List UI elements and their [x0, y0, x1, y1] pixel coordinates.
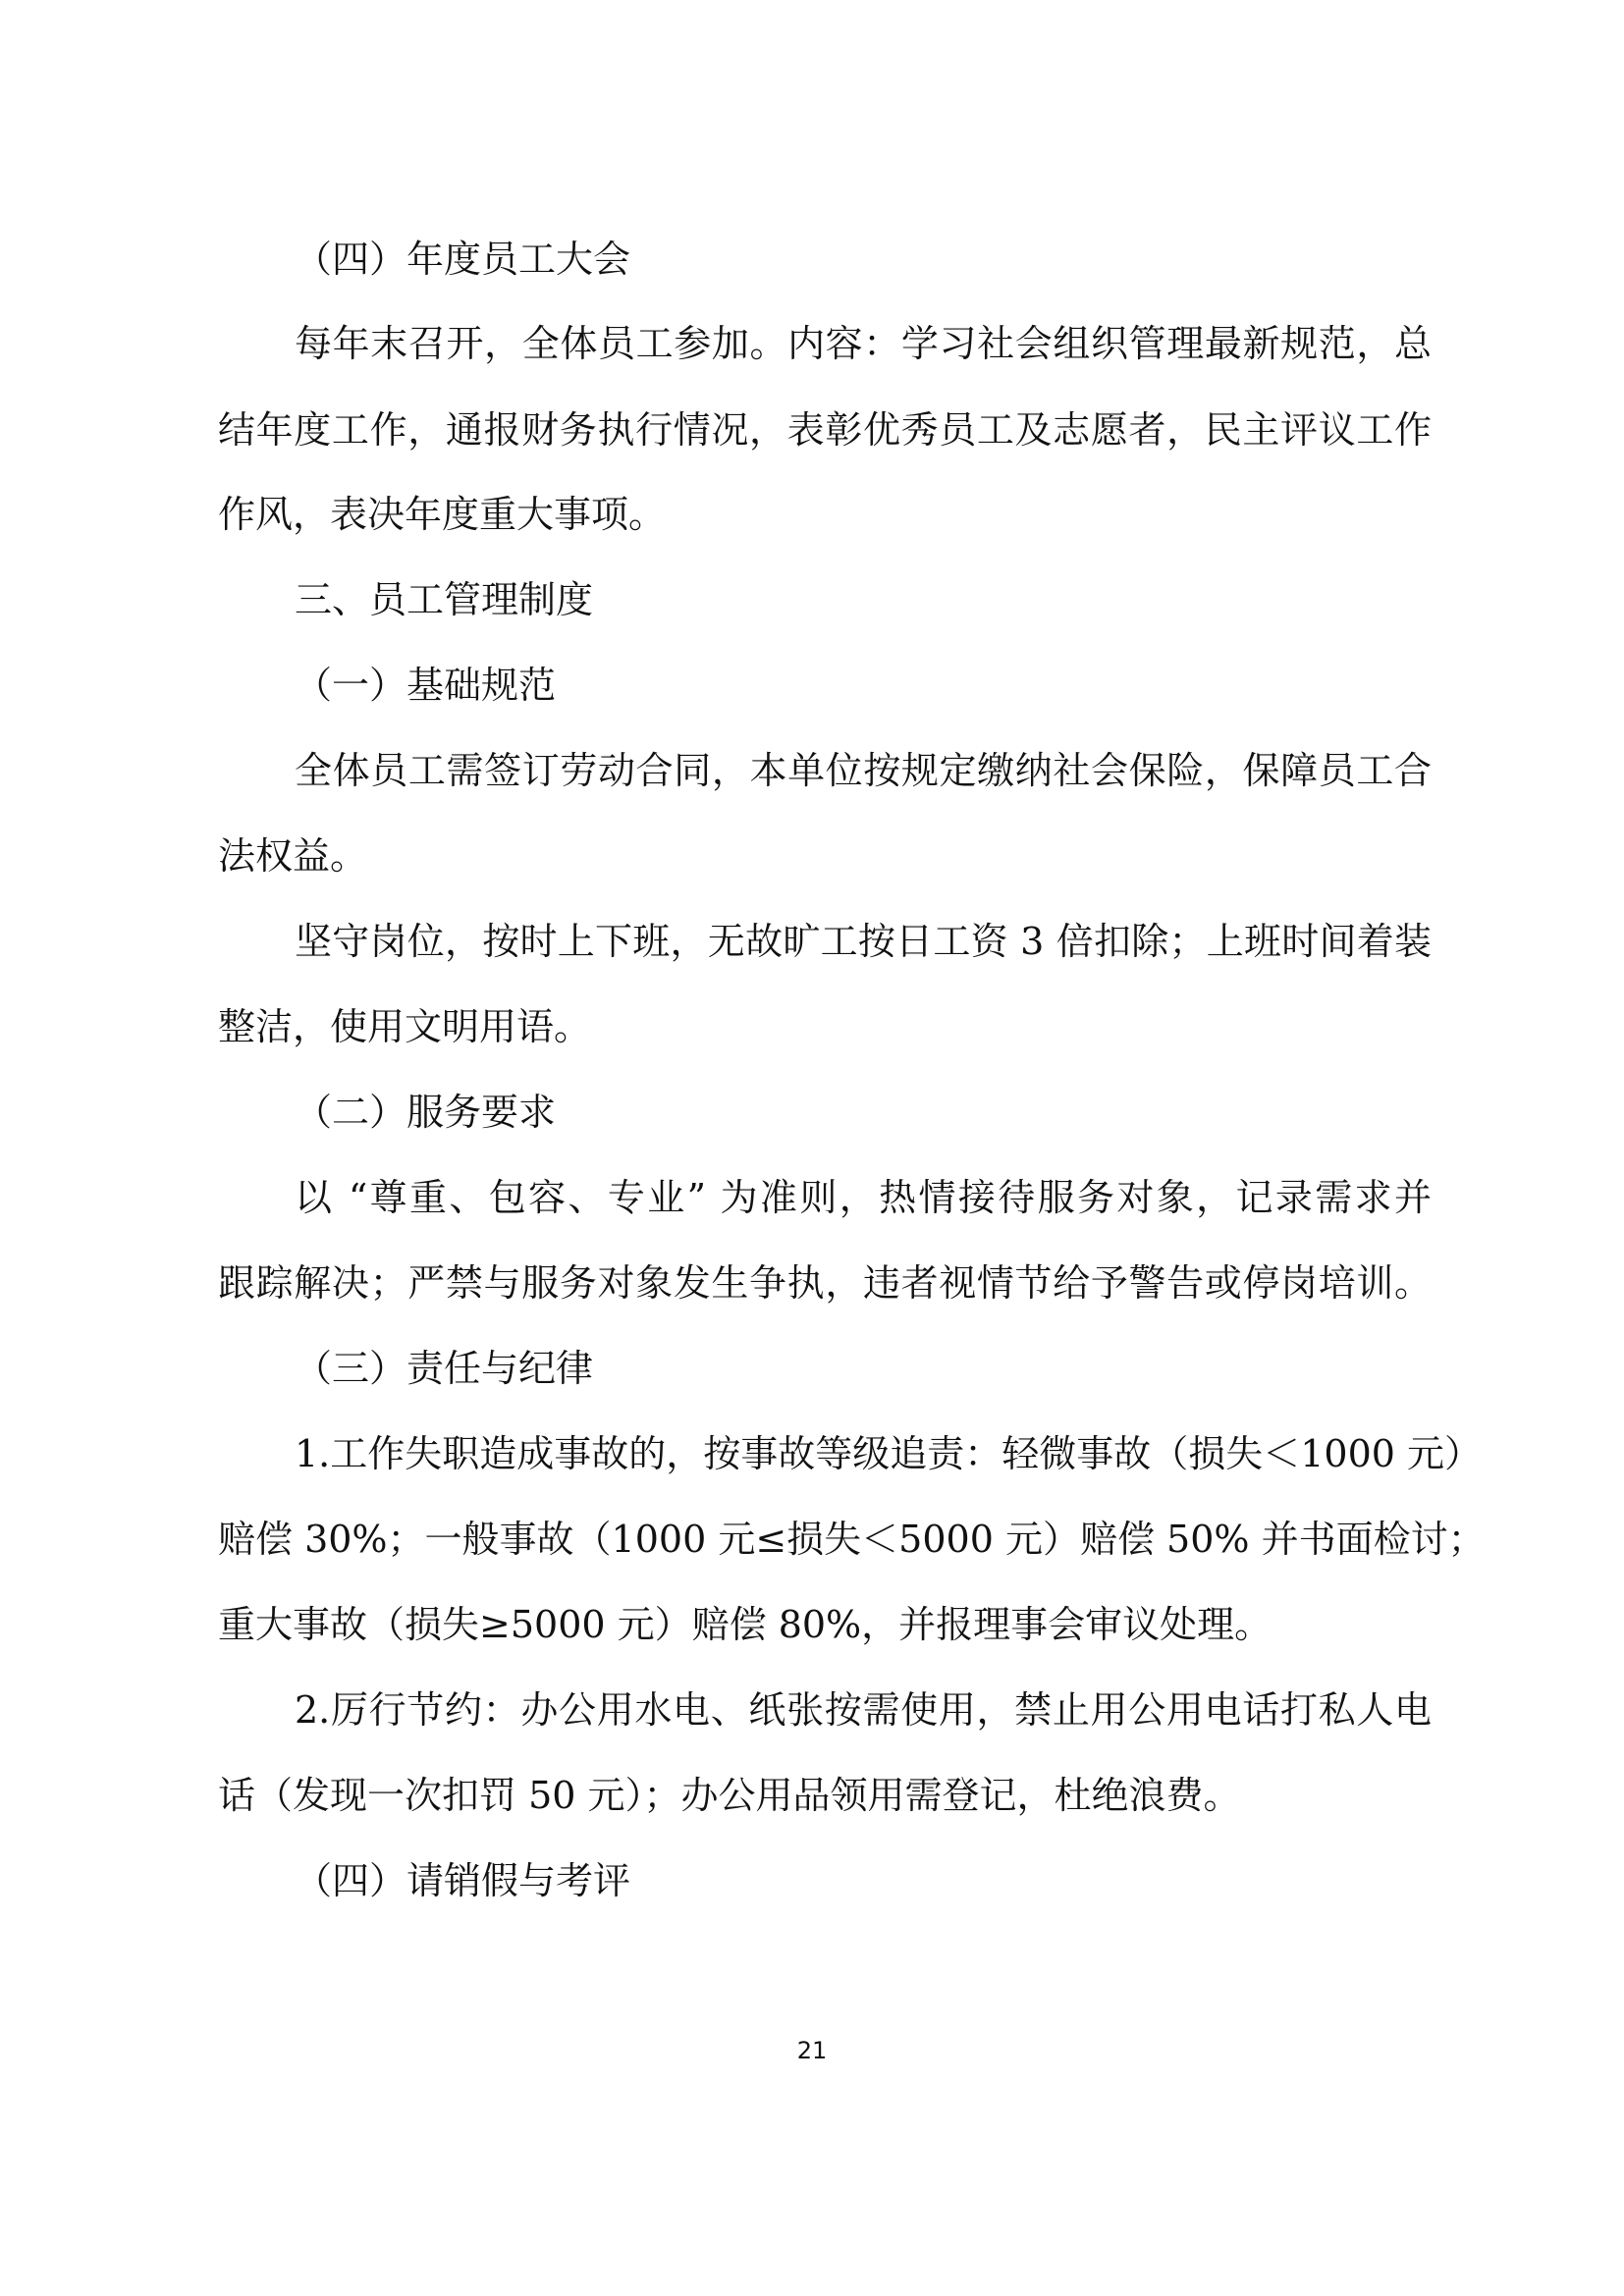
paragraph-line: 赔偿 30%；一般事故（1000 元≤损失＜5000 元）赔偿 50% 并书面检讨；	[218, 1518, 1486, 1561]
paragraph-line: 坚守岗位，按时上下班，无故旷工按日工资 3 倍扣除；上班时间着装	[295, 920, 1432, 963]
heading-annual-staff-meeting: （四）年度员工大会	[295, 238, 631, 281]
heading-leave-evaluation: （四）请销假与考评	[295, 1859, 631, 1902]
paragraph-line: 2.厉行节约：办公用水电、纸张按需使用，禁止用公用电话打私人电	[295, 1688, 1432, 1732]
paragraph-line: 话（发现一次扣罚 50 元）；办公用品领用需登记，杜绝浪费。	[218, 1774, 1241, 1817]
section-heading-staff-management: 三、员工管理制度	[295, 578, 594, 621]
paragraph-line: 作风，表决年度重大事项。	[218, 493, 667, 536]
heading-responsibility-discipline: （三）责任与纪律	[295, 1347, 594, 1390]
paragraph-line: 结年度工作，通报财务执行情况，表彰优秀员工及志愿者，民主评议工作	[218, 408, 1432, 452]
paragraph-line: 每年末召开，全体员工参加。内容：学习社会组织管理最新规范，总	[295, 322, 1432, 365]
heading-basic-rules: （一）基础规范	[295, 664, 557, 707]
heading-service-requirements: （二）服务要求	[295, 1091, 557, 1134]
paragraph-line: 整洁，使用文明用语。	[218, 1005, 592, 1048]
paragraph-line: 1.工作失职造成事故的，按事故等级追责：轻微事故（损失＜1000 元）	[295, 1432, 1483, 1475]
page-number: 21	[796, 2037, 828, 2064]
paragraph-line: 全体员工需签订劳动合同，本单位按规定缴纳社会保险，保障员工合	[295, 749, 1432, 792]
paragraph-line: 重大事故（损失≥5000 元）赔偿 80%，并报理事会审议处理。	[218, 1603, 1272, 1646]
paragraph-line: 跟踪解决；严禁与服务对象发生争执，违者视情节给予警告或停岗培训。	[218, 1261, 1432, 1305]
paragraph-line: 法权益。	[218, 834, 368, 878]
paragraph-line: 以 “尊重、包容、专业” 为准则，热情接待服务对象，记录需求并	[295, 1176, 1432, 1219]
